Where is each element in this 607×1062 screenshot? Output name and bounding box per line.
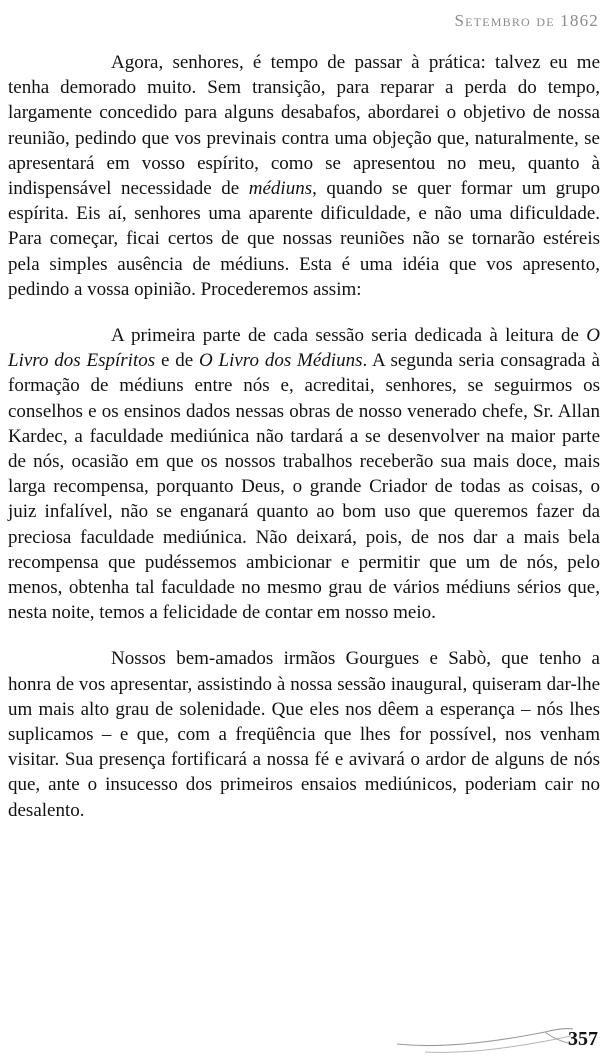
paragraph-3 xyxy=(8,646,600,822)
paragraph-1-italic-mediuns: médiuns xyxy=(248,178,313,200)
flourish-ornament-icon xyxy=(395,1018,575,1058)
paragraph-2-text-2: e de xyxy=(155,350,199,372)
running-header: Setembro de 1862 xyxy=(454,11,599,30)
book-title-livro-dos-mediuns: O Livro dos Médiuns xyxy=(198,350,363,372)
book-title-livro-dos-espiritos: O Livro dos Espíritos xyxy=(8,325,600,372)
paragraph-3-text-1: Nossos bem-amados irmãos Gourgues e Sabò, que tenho a honra de vos apresentar, assistindo à nossa sessão inaugural, quiseram dar-lhe um mais alto grau de solenidade. Que eles nos dêem a esperança – nós lhes suplicamos – e que, com a freqüência que lhes for possível, nos venham visitar. Sua presença fortificará a nossa fé e avivará o ardor de alguns de nós que, ante o insucesso dos primeiros ensaios mediúnicos, poderiam cair no desalento. xyxy=(8,648,600,821)
paragraph-2-text-3: . A segunda seria consagrada à formação de médiuns entre nós e, acreditai, senhores, se seguirmos os conselhos e os ensinos dados nessas obras de nosso venerado chefe, Sr. Allan Kardec, a faculdade mediúnica não tardará a se desenvolver na maior parte de nós, ocasião em que os nossos trabalhos receberão sua mais doce, mais larga recompensa, porquanto Deus, o grande Criador de todas as coisas, o juiz infalível, não se enganará quanto ao bom uso que queremos fazer da preciosa faculdade mediúnica. Não deixará, pois, de nos dar a mais bela recompensa que pudéssemos ambicionar e permitir que um de nós, pelo menos, obtenha tal faculdade no mesmo grau de vários médiuns sérios que, nesta noite, temos a felicidade de contar em nosso meio. xyxy=(8,350,600,624)
paragraph-1-text-2: , quando se quer formar um grupo espírita. Eis aí, senhores uma aparente dificuldade, e não uma dificuldade. Para começar, ficai certos de que nossas reuniões não se tornarão estéreis pela simples ausência de médiuns. Esta é uma idéia que vos apresento, pedindo a vossa opinião. Procederemos assim: xyxy=(8,178,600,300)
paragraph-2-text-1: A primeira parte de cada sessão seria dedicada à leitura de xyxy=(111,325,587,347)
paragraph-2 xyxy=(8,323,600,625)
page-body xyxy=(8,50,600,844)
page-number: 357 xyxy=(568,1028,598,1050)
paragraph-1-text-1: Agora, senhores, é tempo de passar à prática: talvez eu me tenha demorado muito. Sem transição, para reparar a perda do tempo, largamente concedido para alguns desabafos, abordarei o objetivo de nossa reunião, pedindo que vos previnais contra uma objeção que, naturalmente, se apresentará em vosso espírito, como se apresentou no meu, quanto à indispensável necessidade de xyxy=(8,52,600,200)
paragraph-1 xyxy=(8,50,600,302)
